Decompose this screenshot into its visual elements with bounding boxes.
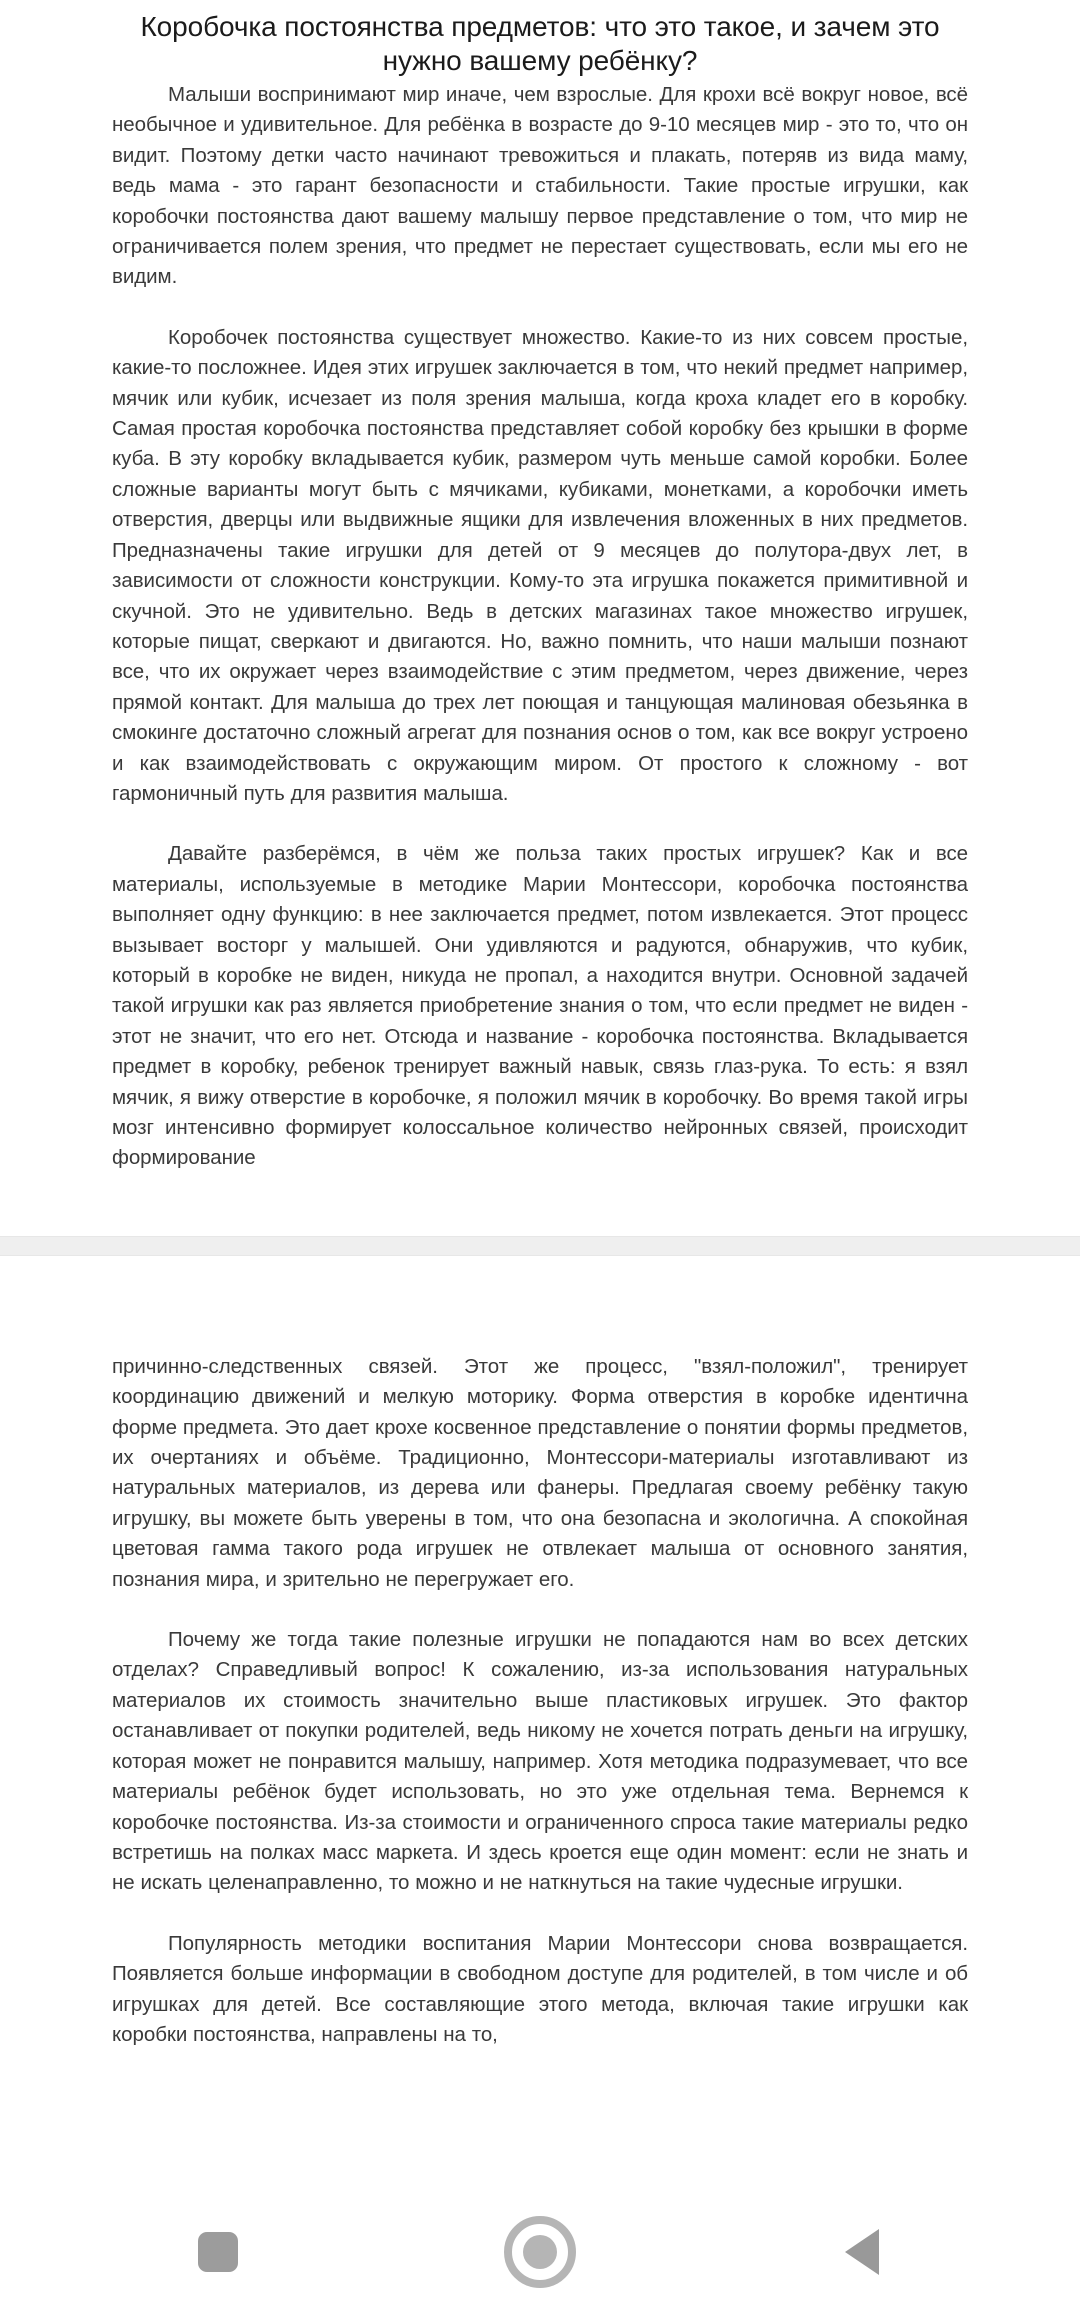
recents-square-icon: [198, 2232, 238, 2272]
page-2-top-whitespace: [0, 1256, 1080, 1352]
page-title: Коробочка постоянства предметов: что это такое, и зачем это нужно вашему ребёнку?: [140, 11, 940, 76]
paragraph: Давайте разберёмся, в чём же польза таких простых игрушек? Как и все материалы, используемые в методике Марии Монтессори, коробочка постоянства выполняет одну функцию: в нее заключается предмет, потом извлекается. Этот процесс вызывает восторг у малышей. Они удивляются и радуются, обнаружив, что кубик, который в коробке не виден, никуда не пропал, а находится внутри. Основной задачей такой игрушки как раз является приобретение знания о том, что если предмет не виден - этот не значит, что его нет. Отсюда и название - коробочка постоянства. Вкладывается предмет в коробку, ребенок тренирует важный навык, связь глаз-рука. То есть: я взял мячик, я вижу отверстие в коробочке, я положил мячик в коробочку. Во время такой игры мозг интенсивно формирует колоссальное количество нейронных связей, происходит формирование: [112, 842, 968, 1170]
home-circle-icon: [504, 2216, 576, 2288]
paragraph: Коробочек постоянства существует множество. Какие-то из них совсем простые, какие-то посложнее. Идея этих игрушек заключается в том, что некий предмет например, мячик или кубик, исчезает из поля зрения малыша, когда кроха кладет его в коробку. Самая простая коробочка постоянства представляет собой коробку без крышки в форме куба. В эту коробку вкладывается кубик, размером чуть меньше самой коробки. Более сложные варианты могут быть с мячиками, кубиками, монетками, а коробочки иметь отверстия, дверцы или выдвижные ящики для извлечения вложенных в них предметов. Предназначены такие игрушки для детей от 9 месяцев до полутора-двух лет, в зависимости от сложности конструкции. Кому-то эта игрушка покажется примитивной и скучной. Это не удивительно. Ведь в детских магазинах такое множество игрушек, которые пищат, сверкают и двигаются. Но, важно помнить, что наши малыши познают все, что их окружает через взаимодействие с этим предметом, через движение, через прямой контакт. Для малыша до трех лет поющая и танцующая малиновая обезьянка в смокинге достаточно сложный агрегат для познания основ о том, как все вокруг устроено и как взаимодействовать с окружающим миром. От простого к сложному - вот гармоничный путь для развития малыша.: [112, 325, 968, 805]
paragraph: причинно-следственных связей. Этот же процесс, "взял-положил", тренирует координацию движений и мелкую моторику. Форма отверстия в коробке идентична форме предмета. Это дает крохе косвенное представление о понятии формы предметов, их очертаниях и объёме. Традиционно, Монтессори-материалы изготавливают из натуральных материалов, из дерева или фанеры. Предлагая своему ребёнку такую игрушку, вы можете быть уверены в том, что она безопасна и экологична. А спокойная цветовая гамма такого рода игрушек не отвлекает малыша от основного занятия, познания мира, и зрительно не перегружает его.: [112, 1354, 968, 1591]
document-page-2: [0, 1352, 1080, 2051]
recents-button[interactable]: [170, 2204, 266, 2300]
paragraph: Почему же тогда такие полезные игрушки не попадаются нам во всех детских отделах? Справедливый вопрос! К сожалению, из-за использования натуральных материалов их стоимость значительно выше пластиковых игрушек. Это фактор останавливает от покупки родителей, ведь никому не хочется потрать деньги на игрушку, которая может не понравится малышу, например. Хотя методика подразумевает, что все материалы ребёнок будет использовать, но это уже отдельная тема. Вернемся к коробочке постоянства. Из-за стоимости и ограниченного спроса такие материалы редко встретишь на полках масс маркета. И здесь кроется еще один момент: если не знать и не искать целенаправленно, то можно и не наткнуться на такие чудесные игрушки.: [112, 1628, 968, 1895]
page-1-bottom-whitespace: [0, 1174, 1080, 1236]
paragraph: Малыши воспринимают мир иначе, чем взрослые. Для крохи всё вокруг новое, всё необычное и удивительное. Для ребёнка в возрасте до 9-10 месяцев мир - это то, что он видит. Поэтому детки часто начинают тревожиться и плакать, потеряв из вида маму, ведь мама - это гарант безопасности и стабильности. Такие простые игрушки, как коробочки постоянства дают вашему малышу первое представление о том, что мир не ограничивается полем зрения, что предмет не перестает существовать, если мы его не видим.: [112, 83, 968, 289]
back-button[interactable]: [814, 2204, 910, 2300]
paragraph: Популярность методики воспитания Марии Монтессори снова возвращается. Появляется больше информации в свободном доступе для родителей, в том числе и об игрушках для детей. Все составляющие этого метода, включая такие игрушки как коробки постоянства, направлены на то,: [112, 1931, 968, 2046]
back-triangle-icon: [845, 2229, 879, 2275]
home-button[interactable]: [492, 2204, 588, 2300]
page-break-divider: [0, 1236, 1080, 1256]
home-circle-inner-dot: [523, 2235, 557, 2269]
